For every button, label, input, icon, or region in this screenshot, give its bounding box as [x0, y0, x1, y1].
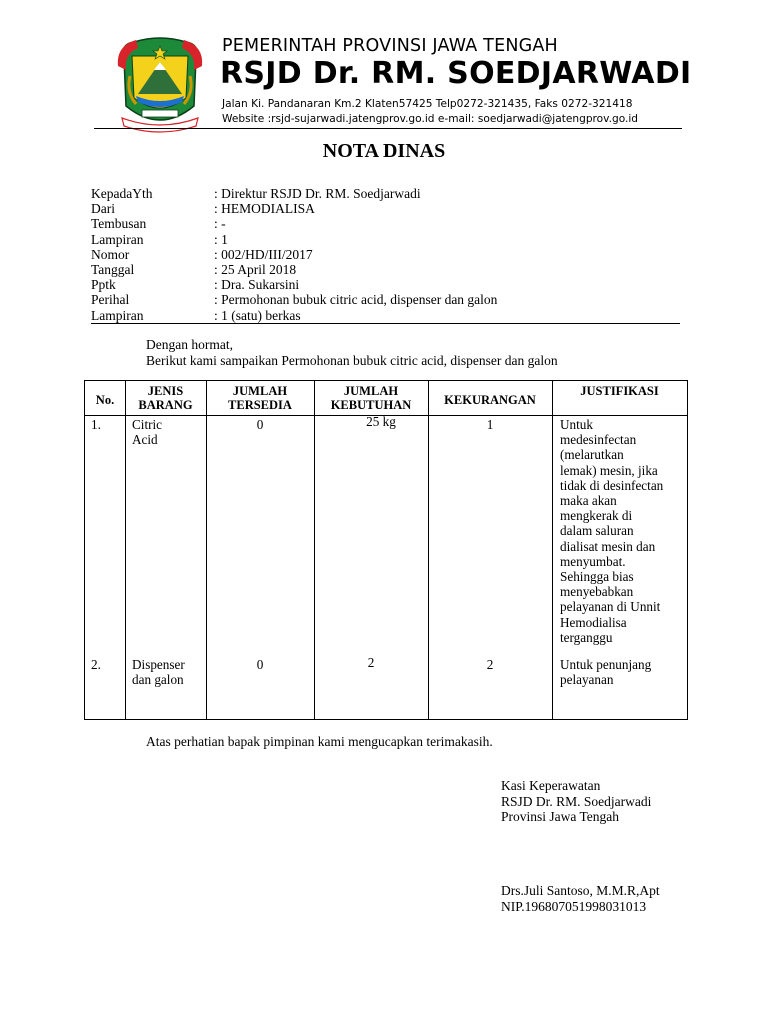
fields-divider: [91, 323, 680, 324]
field-label: Tembusan: [91, 216, 147, 232]
row2-shortage: 2: [486, 657, 494, 672]
field-value: : Direktur RSJD Dr. RM. Soedjarwadi: [214, 186, 421, 201]
justification-line: lemak) mesin, jika: [560, 462, 658, 478]
row2-available: 0: [256, 657, 264, 672]
field-label: Lampiran: [91, 307, 144, 323]
memo-fields: [91, 186, 497, 323]
justification-line: (melarutkan: [560, 447, 624, 463]
header-shortage: KEKURANGAN: [444, 393, 536, 407]
field-label: Tanggal: [91, 261, 135, 277]
row1-no: 1.: [91, 417, 101, 432]
request-table: [84, 380, 688, 720]
field-value: : Permohonan bubuk citric acid, dispenser dan galon: [214, 292, 498, 308]
signer-position: Kasi Keperawatan: [501, 778, 601, 793]
row1-item: Citric Acid: [132, 417, 163, 448]
province-emblem-logo: [116, 36, 204, 134]
header-item: JENIS BARANG: [138, 384, 193, 412]
intro-sentence: Berikut kami sampaikan Permohonan bubuk citric acid, dispenser dan galon: [146, 353, 558, 368]
field-row-number: [91, 247, 497, 262]
justification-line: menyumbat.: [560, 553, 626, 569]
signer-identity: [501, 883, 660, 914]
row1-available: 0: [256, 417, 264, 432]
justification-line: tidak di desinfectan: [560, 477, 664, 493]
field-row-pptk: [91, 277, 497, 292]
signer-institution: RSJD Dr. RM. Soedjarwadi: [501, 793, 652, 809]
government-name: PEMERINTAH PROVINSI JAWA TENGAH: [222, 36, 558, 56]
row1-needed: 25 kg: [366, 414, 396, 429]
justification-line: maka akan: [560, 493, 617, 509]
field-label: Nomor: [91, 246, 130, 262]
justification-line: Hemodialisa: [560, 614, 627, 630]
field-label: Perihal: [91, 292, 130, 308]
justification-line: dialisat mesin dan: [560, 538, 656, 554]
document-title: NOTA DINAS: [322, 140, 446, 162]
letterhead-divider: [94, 128, 682, 129]
justification-line: terganggu: [560, 629, 613, 645]
field-value: : Dra. Sukarsini: [214, 277, 300, 293]
field-value: : 1 (satu) berkas: [214, 307, 301, 323]
header-needed: JUMLAH KEBUTUHAN: [330, 384, 412, 412]
closing-sentence: Atas perhatian bapak pimpinan kami mengucapkan terimakasih.: [146, 734, 493, 749]
hospital-address: Jalan Ki. Pandanaran Km.2 Klaten57425 Telp0272-321435, Faks 0272-321418: [222, 98, 633, 110]
row2-item: Dispenser dan galon: [132, 657, 185, 688]
field-value: : -: [214, 216, 226, 232]
field-row-subject: [91, 292, 497, 307]
field-row-date: [91, 262, 497, 277]
row2-justification: [560, 657, 686, 687]
field-label: Dari: [91, 201, 115, 217]
header-available: JUMLAH TERSEDIA: [228, 384, 292, 412]
justification-line: Sehingga bias: [560, 569, 634, 585]
field-value: : 25 April 2018: [214, 261, 297, 277]
field-value: : 1: [214, 231, 228, 247]
field-row-attachment: [91, 232, 497, 247]
field-label: Lampiran: [91, 231, 144, 247]
justification-line: medesinfectan: [560, 432, 637, 448]
row2-no: 2.: [91, 657, 101, 672]
header-no: No.: [95, 393, 115, 407]
signer-province: Provinsi Jawa Tengah: [501, 809, 620, 825]
signer-name: Drs.Juli Santoso, M.M.R,Apt: [501, 883, 660, 898]
field-row-recipient: [91, 186, 497, 201]
signer-nip: NIP.196807051998031013: [501, 898, 647, 914]
justification-line: mengkerak di: [560, 508, 633, 524]
field-label: KepadaYth: [91, 186, 153, 201]
row2-needed: 2: [367, 655, 375, 670]
field-row-from: [91, 201, 497, 216]
justification-line: Untuk penunjang: [560, 657, 652, 672]
field-row-cc: [91, 216, 497, 231]
justification-line: dalam saluran: [560, 523, 634, 539]
justification-line: pelayanan di Unnit: [560, 599, 661, 615]
justification-line: pelayanan: [560, 672, 614, 688]
row1-justification: [560, 417, 686, 645]
row1-shortage: 1: [486, 417, 494, 432]
signature-block: [501, 778, 651, 825]
hospital-contact: Website :rsjd-sujarwadi.jatengprov.go.id e-mail: soedjarwadi@jatengprov.go.id: [222, 113, 639, 125]
column-divider: [552, 381, 553, 719]
justification-line: Untuk: [560, 417, 593, 432]
hospital-name: RSJD Dr. RM. SOEDJARWADI: [220, 56, 692, 91]
field-row-attachment-count: [91, 308, 497, 323]
justification-line: menyebabkan: [560, 584, 634, 600]
field-value: : HEMODIALISA: [214, 201, 315, 217]
greeting: Dengan hormat,: [146, 337, 233, 352]
column-divider: [125, 381, 126, 719]
header-justification: JUSTIFIKASI: [580, 384, 659, 398]
field-label: Pptk: [91, 277, 116, 293]
field-value: : 002/HD/III/2017: [214, 246, 313, 262]
